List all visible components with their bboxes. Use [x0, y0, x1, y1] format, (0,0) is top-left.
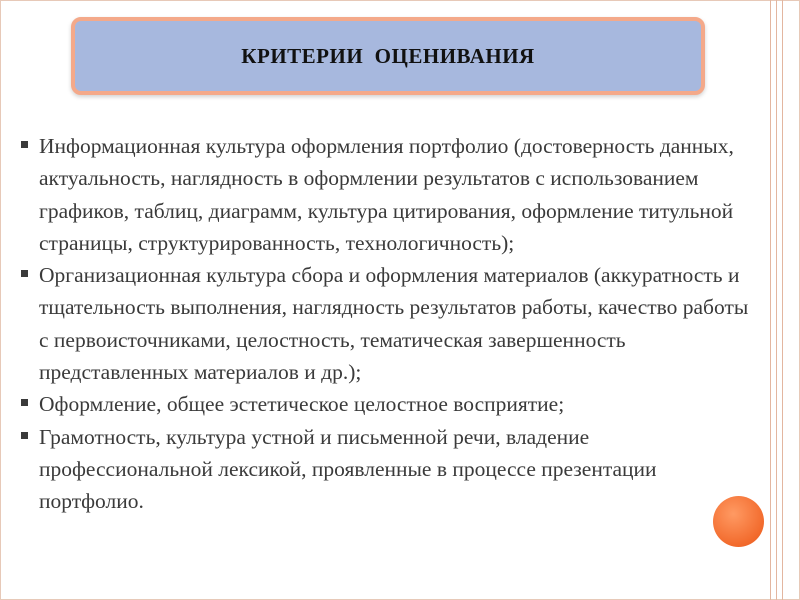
title-banner [71, 17, 705, 95]
decorative-rail-line [770, 0, 771, 600]
decorative-rail-line [776, 0, 777, 600]
criteria-item-text: Информационная культура оформления портфолио (достоверность данных, актуальность, наглядность в оформлении результатов с использованием графиков, таблиц, диаграмм, культура цитирования, оформление титульной страницы, структурированность, технологичность); [39, 134, 734, 255]
orange-circle-icon [713, 496, 764, 547]
square-bullet-icon [21, 141, 28, 148]
square-bullet-icon [21, 399, 28, 406]
criteria-item [20, 130, 750, 259]
criteria-item-text: Организационная культура сбора и оформления материалов (аккуратность и тщательность выполнения, наглядность результатов работы, качество работы с первоисточниками, целостность, тематическая завершенность представленных материалов и др.); [39, 263, 749, 385]
criteria-list [20, 130, 750, 518]
square-bullet-icon [21, 432, 28, 439]
criteria-item [20, 388, 750, 420]
criteria-item [20, 259, 750, 388]
criteria-item-text: Оформление, общее эстетическое целостное восприятие; [39, 392, 565, 417]
square-bullet-icon [21, 270, 28, 277]
criteria-item [20, 421, 750, 518]
criteria-item-text: Грамотность, культура устной и письменной речи, владение профессиональной лексикой, проявленные в процессе презентации портфолио. [39, 424, 657, 514]
slide-title: КРИТЕРИИ ОЦЕНИВАНИЯ [241, 43, 535, 68]
decorative-rail-line [782, 0, 783, 600]
